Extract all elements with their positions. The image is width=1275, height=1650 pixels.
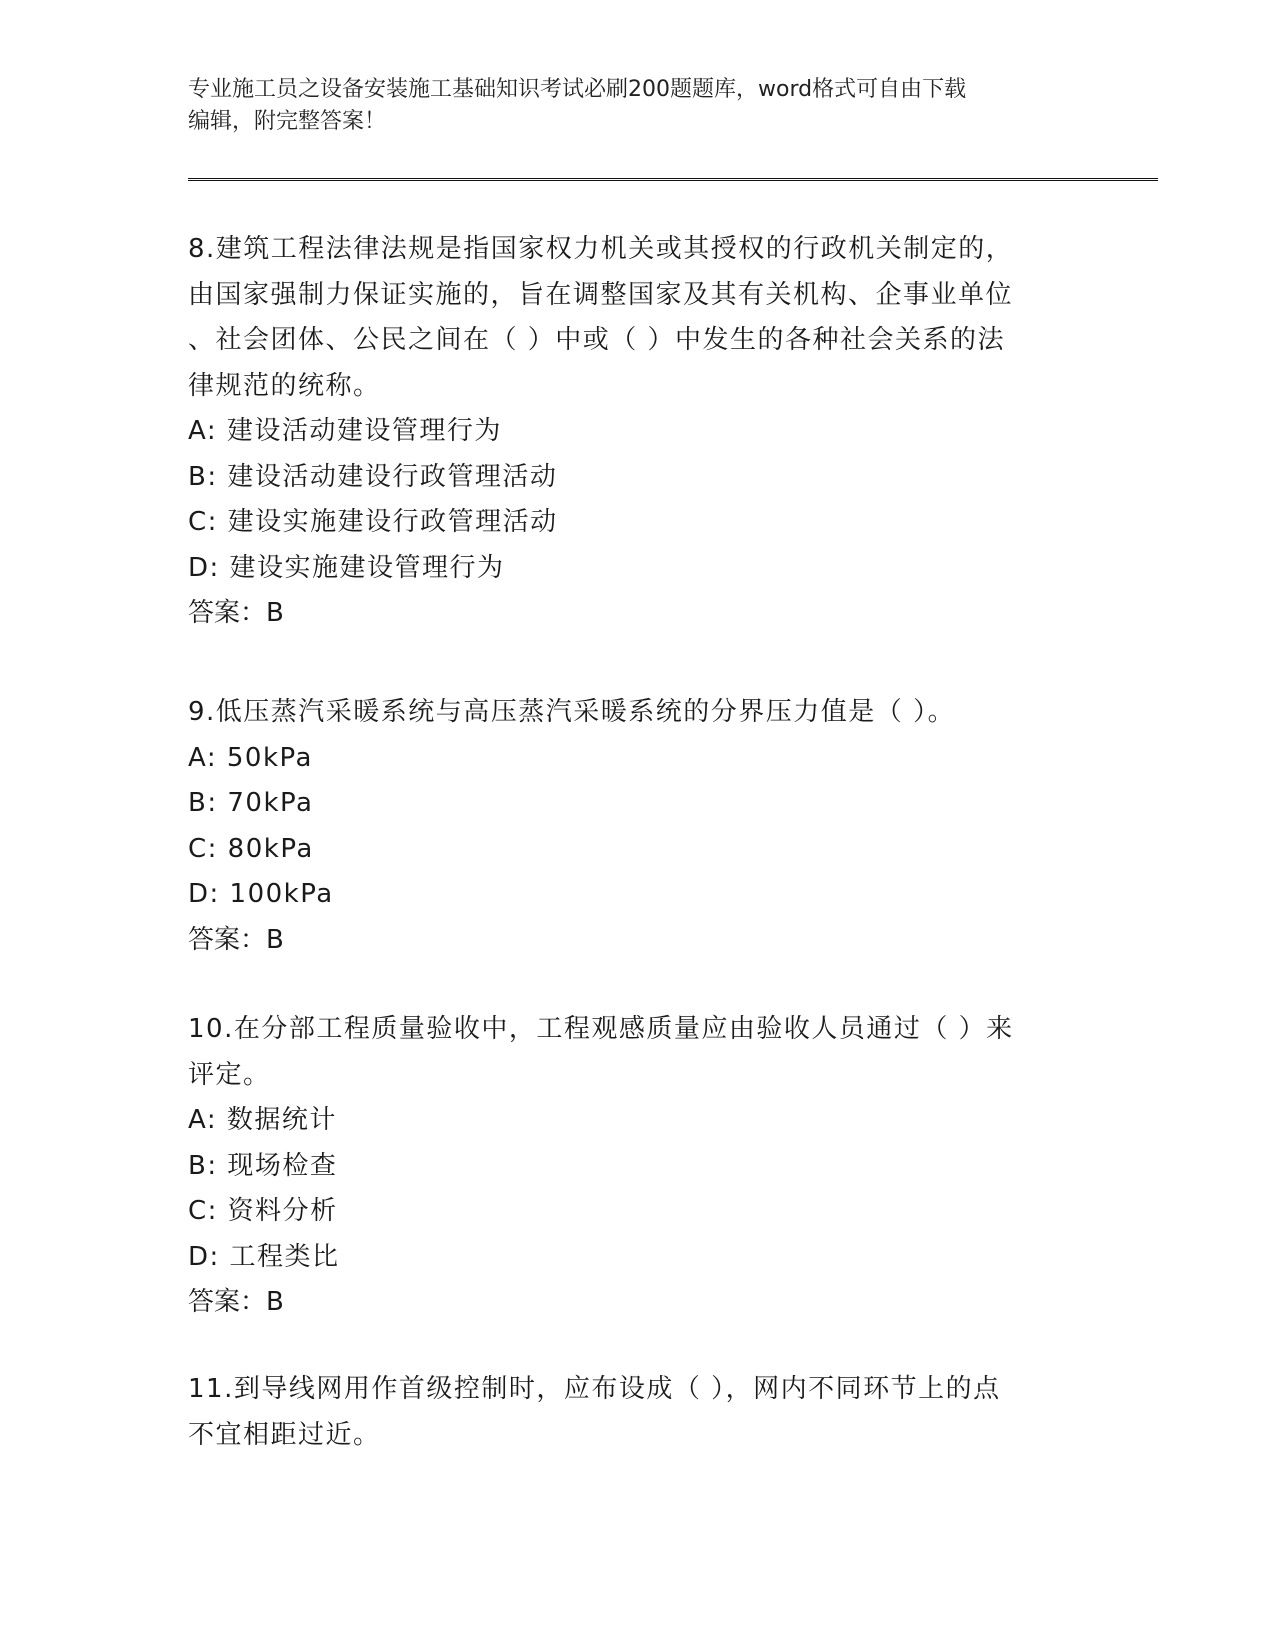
option-a: A: 数据统计 — [188, 1105, 337, 1135]
header-divider — [188, 178, 1158, 181]
question-text-line: 10.在分部工程质量验收中，工程观感质量应由验收人员通过（ ）来 — [188, 1014, 1014, 1044]
option-c: C: 资料分析 — [188, 1196, 338, 1226]
option-a: A: 建设活动建设管理行为 — [188, 416, 502, 446]
answer: 答案：B — [188, 1287, 284, 1317]
header-line-1: 专业施工员之设备安装施工基础知识考试必刷200题题库，word格式可自由下载 — [188, 77, 967, 102]
option-b: B: 现场检查 — [188, 1150, 338, 1181]
question-text-line: 评定。 — [188, 1059, 271, 1090]
question-text-line: 不宜相距过近。 — [188, 1419, 381, 1450]
question-text-line: 8.建筑工程法律法规是指国家权力机关或其授权的行政机关制定的， — [188, 234, 1014, 264]
question-text-line: 9.低压蒸汽采暖系统与高压蒸汽采暖系统的分界压力值是（ ）。 — [188, 697, 956, 727]
question-8 — [188, 227, 1068, 637]
question-11 — [188, 1367, 1068, 1458]
question-10 — [188, 1007, 1068, 1326]
option-b: B: 建设活动建设行政管理活动 — [188, 461, 558, 492]
option-d: D: 100kPa — [188, 879, 334, 909]
option-c: C: 80kPa — [188, 833, 314, 864]
option-b: B: 70kPa — [188, 788, 314, 818]
question-9 — [188, 690, 1068, 963]
answer: 答案：B — [188, 924, 284, 955]
header-line-2: 编辑，附完整答案！ — [188, 109, 387, 134]
question-text-line: 11.到导线网用作首级控制时，应布设成（ ），网内不同环节上的点 — [188, 1374, 1001, 1404]
document-header — [188, 74, 1088, 138]
question-text-line: 律规范的统称。 — [188, 370, 381, 401]
option-a: A: 50kPa — [188, 742, 313, 773]
answer: 答案：B — [188, 598, 284, 628]
option-c: C: 建设实施建设行政管理活动 — [188, 507, 558, 537]
option-d: D: 工程类比 — [188, 1241, 340, 1272]
question-text-line: 、社会团体、公民之间在（ ）中或（ ）中发生的各种社会关系的法 — [188, 325, 1006, 355]
option-d: D: 建设实施建设管理行为 — [188, 552, 505, 583]
question-text-line: 由国家强制力保证实施的，旨在调整国家及其有关机构、企事业单位 — [188, 279, 1014, 310]
